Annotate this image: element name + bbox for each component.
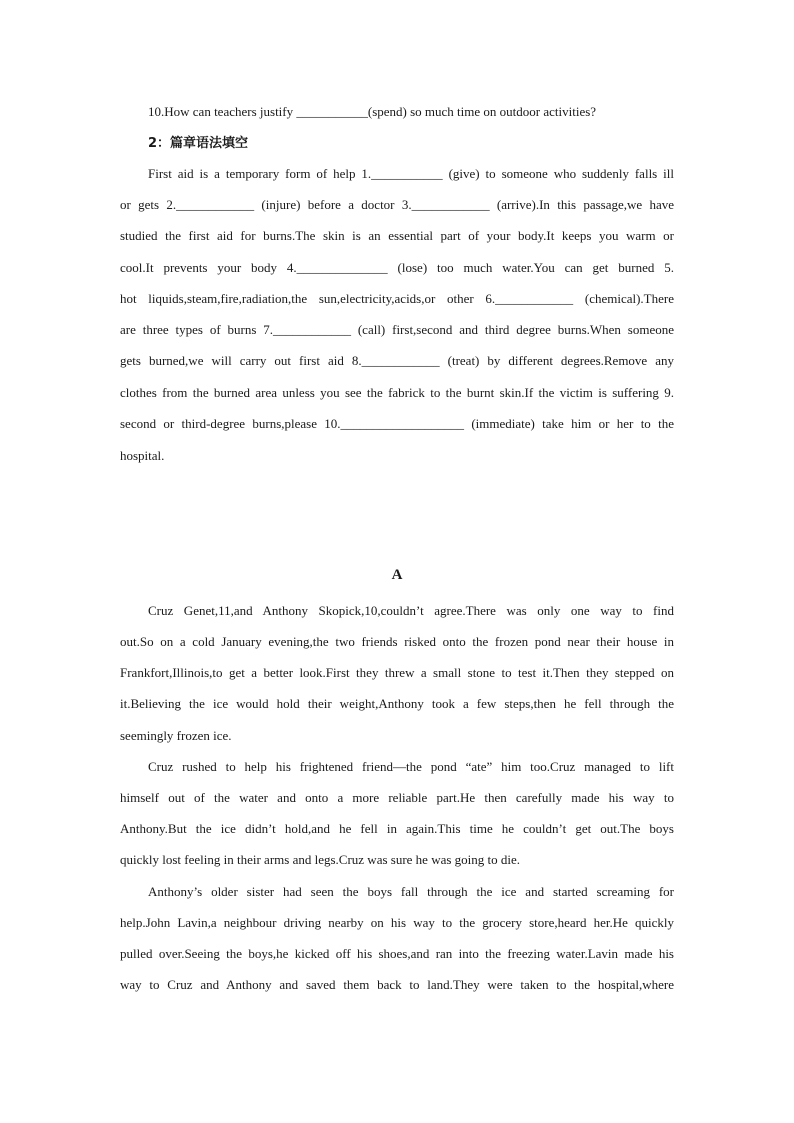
passage-line: Frankfort,Illinois,to get a better look.First they threw a small stone to test it.Then they stepped on	[120, 665, 674, 680]
passage-line: clothes from the burned area unless you see the fabrick to the burnt skin.If the victim is suffering 9.	[120, 385, 674, 400]
passage-line: quickly lost feeling in their arms and legs.Cruz was sure he was going to die.	[120, 852, 521, 867]
passage-line: are three types of burns 7.____________ (call) first,second and third degree burns.When someone	[120, 322, 674, 337]
passage-line: cool.It prevents your body 4.______________ (lose) too much water.You can get burned 5.	[120, 260, 674, 275]
passage-line: Cruz Genet,11,and Anthony Skopick,10,couldn’t agree.There was only one way to find	[148, 603, 674, 618]
passage-line: Anthony.But the ice didn’t hold,and he fell in again.This time he couldn’t get out.The boys	[120, 821, 674, 836]
passage-line: it.Believing the ice would hold their weight,Anthony took a few steps,then he fell through the	[120, 696, 674, 711]
passage-line: seemingly frozen ice.	[120, 728, 232, 743]
passage-line: studied the first aid for burns.The skin is an essential part of your body.It keeps you warm or	[120, 228, 674, 243]
passage-line: Cruz rushed to help his frightened friend—the pond “ate” him too.Cruz managed to lift	[148, 759, 674, 774]
passage-line: Anthony’s older sister had seen the boys fall through the ice and started screaming for	[148, 884, 674, 899]
passage-line: First aid is a temporary form of help 1.___________ (give) to someone who suddenly falls ill	[148, 166, 674, 181]
section-heading-a: A	[391, 567, 403, 583]
passage-line: way to Cruz and Anthony and saved them back to land.They were taken to the hospital,where	[120, 977, 674, 992]
passage-line: help.John Lavin,a neighbour driving nearby on his way to the grocery store,heard her.He quickly	[120, 915, 674, 930]
passage-line: hospital.	[120, 448, 165, 463]
section-title: 2：篇章语法填空	[148, 136, 249, 151]
passage-line: pulled over.Seeing the boys,he kicked off his shoes,and ran into the freezing water.Lavin made his	[120, 946, 674, 961]
passage-line: second or third-degree burns,please 10.___________________ (immediate) take him or her to the	[120, 416, 674, 431]
passage-line: or gets 2.____________ (injure) before a doctor 3.____________ (arrive).In this passage,we have	[120, 197, 674, 212]
passage-line: himself out of the water and onto a more reliable part.He then carefully made his way to	[120, 790, 674, 805]
question-10: 10.How can teachers justify ___________(spend) so much time on outdoor activities?	[148, 104, 597, 119]
passage-line: gets burned,we will carry out first aid 8.____________ (treat) by different degrees.Remove any	[120, 353, 674, 368]
passage-line: out.So on a cold January evening,the two friends risked onto the frozen pond near their house in	[120, 634, 674, 649]
passage-line: hot liquids,steam,fire,radiation,the sun,electricity,acids,or other 6.____________ (chemical).There	[120, 291, 674, 306]
